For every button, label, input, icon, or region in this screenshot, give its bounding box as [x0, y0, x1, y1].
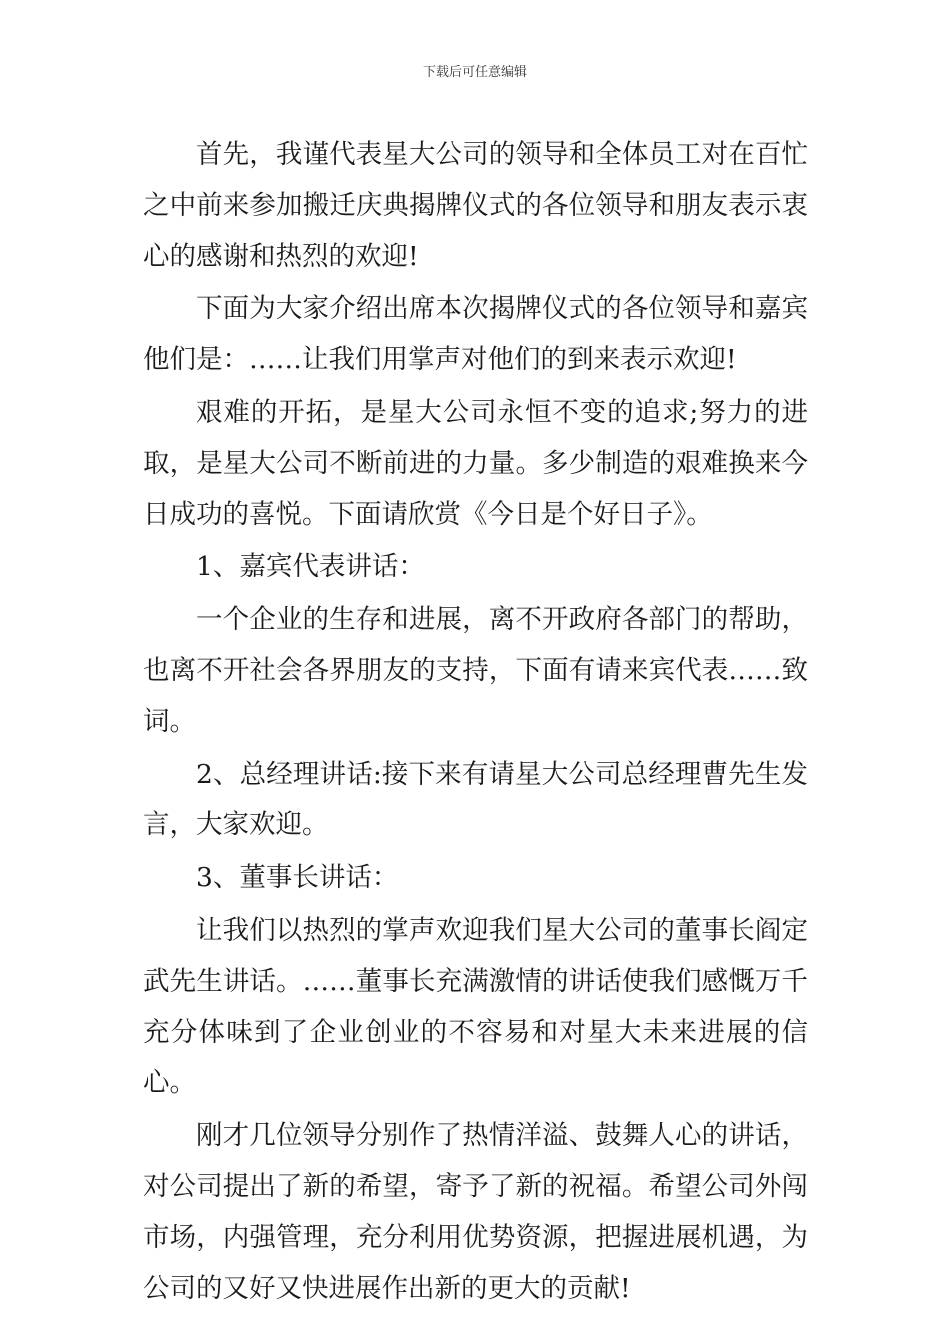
paragraph-guest-speech: 一个企业的生存和进展，离不开政府各部门的帮助，也离不开社会各界朋友的支持，下面有请来宾代表……致词。	[143, 604, 808, 737]
paragraph-item-1-heading: 1、嘉宾代表讲话：	[196, 551, 425, 583]
paragraph-chairman-speech: 让我们以热烈的掌声欢迎我们星大公司的董事长阎定武先生讲话。……董事长充满激情的讲话使我们感慨万千充分体味到了企业创业的不容易和对星大未来进展的信心。	[143, 914, 808, 1099]
paragraph-opening-thanks: 首先，我谨代表星大公司的领导和全体员工对在百忙之中前来参加搬迁庆典揭牌仪式的各位领导和朋友表示衷心的感谢和热烈的欢迎!	[143, 139, 808, 272]
document-body	[143, 130, 808, 1316]
paragraph-company-pursuit: 艰难的开拓，是星大公司永恒不变的追求;努力的进取，是星大公司不断前进的力量。多少制造的艰难换来今日成功的喜悦。下面请欣赏《今日是个好日子》。	[143, 396, 808, 530]
page-header: 下载后可任意编辑	[422, 65, 527, 80]
paragraph-item-2-manager: 2、总经理讲话:接下来有请星大公司总经理曹先生发言，大家欢迎。	[143, 758, 808, 841]
paragraph-closing-wishes: 刚才几位领导分别作了热情洋溢、鼓舞人心的讲话，对公司提出了新的希望，寄予了新的祝福。希望公司外闯市场，内强管理，充分利用优势资源，把握进展机遇，为公司的又好又快进展作出新的更大的贡献!	[143, 1120, 808, 1304]
paragraph-item-3-heading: 3、董事长讲话：	[196, 862, 399, 894]
paragraph-guest-introduction: 下面为大家介绍出席本次揭牌仪式的各位领导和嘉宾他们是：……让我们用掌声对他们的到来表示欢迎!	[143, 293, 808, 376]
